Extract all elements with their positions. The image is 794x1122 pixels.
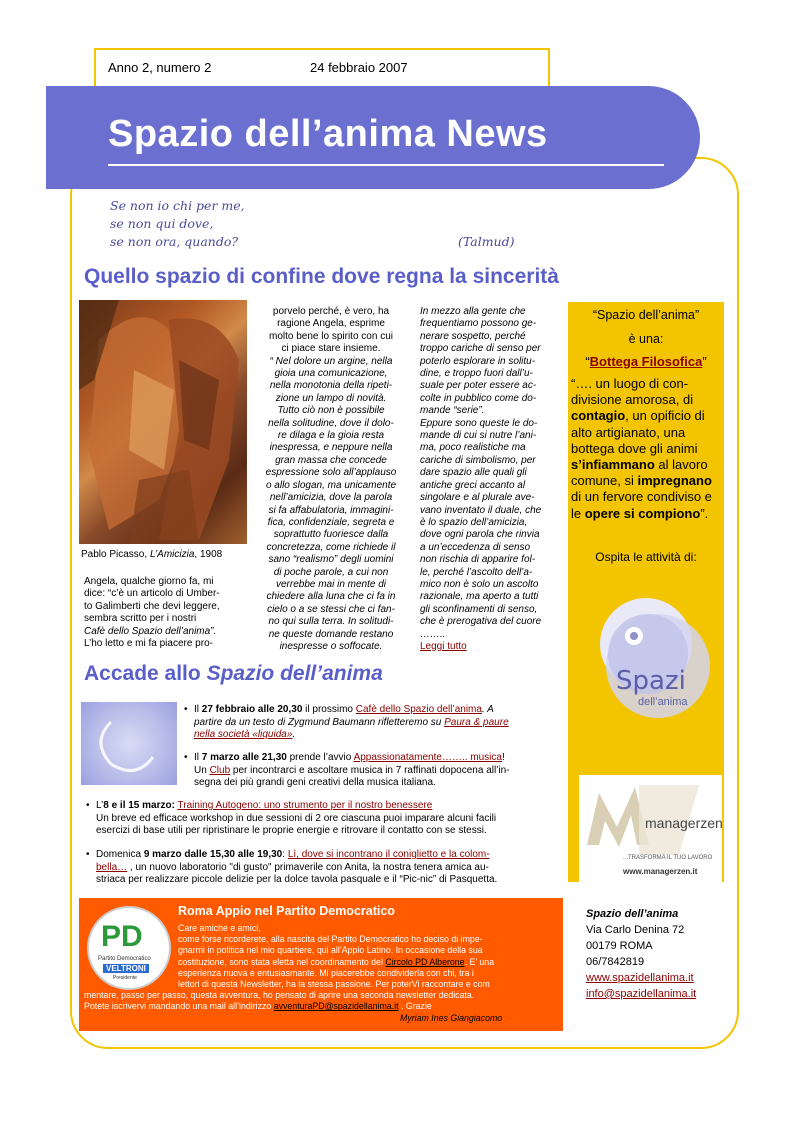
issue-date: 24 febbraio 2007 [310, 60, 408, 75]
painting-image [79, 300, 247, 544]
contact-phone: 06/7842819 [586, 956, 645, 968]
events-heading: Accade allo Spazio dell’anima [84, 662, 383, 685]
title-rule [108, 164, 664, 166]
painting-figures [79, 300, 247, 544]
contact-block [586, 906, 696, 1002]
spazi-logo-sub: dell’anima [638, 696, 688, 708]
event-2: • Il 7 marzo alle 21,30 prende l’avvio Appassionatamente…….. musica! Un Club per incontrarci e ascoltare musica in 7 raffinati dopocena all’in- segna dei più grandi geni creativi della musica italiana. [184, 752, 510, 788]
event-1: • Il 27 febbraio alle 20,30 il prossimo Cafè dello Spazio dell’anima. A partire da un testo di Zygmund Baumann rifletteremo su Paura & paure nella società «liquida». [184, 704, 509, 740]
managerzen-tag: ...TRASFORMA IL TUO LAVORO [623, 855, 713, 861]
read-more-link[interactable]: Leggi tutto [420, 640, 467, 652]
pd-logo-sub: Partito Democratico [98, 956, 151, 962]
event-4-link[interactable]: Lì, dove si incontrano il coniglietto e la colom- [287, 849, 490, 860]
event-4-link-2[interactable]: bella… [96, 861, 128, 873]
sidebar-hosts: Ospita le attività di: [595, 550, 697, 564]
event-3-link[interactable]: Training Autogeno: uno strumento per il nostro benessere [177, 800, 433, 811]
contact-name: Spazio dell’anima [586, 908, 679, 920]
event-1-topic-link[interactable]: Paura & paure [444, 716, 509, 728]
event-2-club-link[interactable]: Club [209, 764, 231, 776]
contact-web-link[interactable]: www.spazidellanima.it [586, 972, 694, 984]
article-heading: Quello spazio di confine dove regna la sincerità [84, 265, 559, 288]
article-column-2: porvelo perché, è vero, ha ragione Angela, esprime molto bene lo spirito con cui ci piace stare insieme. “ Nel dolore un argine, nella gioia una comunicazione, nella monotonia della ripeti- zione un lampo di novità. Tutto ciò non è possibile nella solitudine, dove il dolo- re dilaga e la gioia resta inespressa, e neppure nella gran massa che concede espressione solo all’applauso o allo slogan, ma unicamente nell’amicizia, dove la parola si fa affabulatoria, immagini- fica, confidenziale, segreta e soprattutto fuoriesce dalla concretezza, come richiede il sano “realismo” degli uomini di poche parole, a cui non verrebbe mai in mente di chiedere alla luna che ci fa in cielo o a se stessi che ci fan- no qui sulla terra. In solitudi- ne queste domande restano inespresse o soffocate. [265, 306, 397, 652]
bottega-link[interactable]: Bottega Filosofica [589, 354, 703, 369]
event-1-topic-link-2[interactable]: nella società «liquida» [194, 729, 293, 740]
pd-signature: Myriam Ines Giangiacomo [400, 1013, 503, 1023]
article-column-1: Angela, qualche giorno fa, mi dice: “c’è un articolo di Umber- to Galimberti che devi leggere, sembra scritto per i nostri Cafè dello Spazio dell’anima”. L’ho letto e mi fa piacere pro- [84, 576, 220, 650]
pd-text: Care amiche e amici, come forse ricorderete, alla nascita del Partito Democratico ho deciso di impe- gnarmi in politica nel mio quartiere, qui all’Appio Latino. In occasione della sua costituzione, sono stata eletta nel coordinamento del Circolo PD Alberone. E’ una esperienza nuova e entusiasmante. Mi piacerebbe condividerla con chi, tra i lettori di questa Newsletter, ha la stessa passione. Per poterVi raccontare e com mentare, passo per passo, questa avventura, ho pensato di aprire una seconda newsletter dedicata. Potete iscrivervi mandando una mail all’indirizzo avventuraPD@spazidellanima.it . Grazie [84, 923, 495, 1012]
spazi-dellanima-logo [586, 596, 716, 726]
contact-street: Via Carlo Denina 72 [586, 924, 685, 936]
quote-line-2: se non qui dove, [110, 216, 214, 231]
issue-number: Anno 2, numero 2 [108, 60, 212, 75]
pd-title: Roma Appio nel Partito Democratico [178, 904, 395, 918]
managerzen-logo [579, 775, 722, 882]
pd-logo-presidente: Presidente [113, 975, 137, 981]
sidebar-description: “…. un luogo di con-divisione amorosa, di contagio, un opificio di alto artigianato, una bottega dove gli animi s’infiammano al lavoro comune, si impregnano di un fervore condiviso e le opere si compiono”. [571, 376, 712, 521]
events-image-swirl [81, 702, 177, 785]
managerzen-brand: managerzen [645, 815, 723, 831]
event-1-link[interactable]: Cafè dello Spazio dell’anima [355, 704, 482, 715]
sidebar-name: “Spazio dell’anima” [592, 308, 700, 322]
painting-caption: Pablo Picasso, L’Amicizia, 1908 [81, 549, 223, 560]
sidebar-is: è una: [628, 332, 664, 346]
contact-city: 00179 ROMA [586, 940, 653, 952]
newsletter-title: Spazio dell’anima News [108, 113, 548, 155]
event-2-link[interactable]: Appassionatamente…….. musica [353, 752, 502, 763]
pd-email-link[interactable]: avventuraPD@spazidellanima.it [273, 1001, 399, 1012]
event-3: • L’8 e il 15 marzo: Training Autogeno: uno strumento per il nostro benessere Un breve ed efficace workshop in due sessioni di 2 ore ciascuna puoi imparare alcuni facili esercizi di base utili per ripristinare le proprie energie e ritrovare il contatto con se stessi. [86, 800, 497, 836]
pd-circolo-link[interactable]: Circolo PD Alberone [385, 956, 465, 967]
quote-source: (Talmud) [458, 234, 515, 249]
events-image [81, 702, 177, 785]
quote-line-1: Se non io chi per me, [110, 198, 245, 213]
spazi-logo-word: Spazi [616, 666, 686, 696]
contact-email-link[interactable]: info@spazidellanima.it [586, 988, 697, 1000]
managerzen-url: www.managerzen.it [623, 867, 698, 876]
sidebar-bottega: “Bottega Filosofica” [585, 354, 707, 369]
pd-logo-veltroni: VELTRONI [103, 964, 149, 973]
pd-logo-text: PD [101, 920, 143, 953]
quote-line-3: se non ora, quando? [110, 234, 239, 249]
article-column-3: In mezzo alla gente che frequentiamo possono ge- nerare sospetto, perché troppo cariche di senso per poterlo esplorare in solitu- dine, e troppo fuori dall’u- suale per poter essere ac- colte in pubblico come do- mande “serie”. Eppure sono queste le do- mande di cui si nutre l’ani- ma, poco realistiche ma cariche di simbolismo, per dare spazio alle quali gli antiche greci accanto al singolare e al plurale ave- vano inventato il duale, che è lo spazio dell’amicizia, dove ogni parola che rinvia a un’eccedenza di senso non rischia di apparire fol- le, perché l’ascolto dell’a- mico non è solo un ascolto razionale, ma aperto a tutti gli sconfinamenti di senso, che è prerogativa del cuore …….. Leggi tutto [420, 306, 542, 652]
event-4: • Domenica 9 marzo dalle 15,30 alle 19,30: Lì, dove si incontrano il coniglietto e la colom- bella… , un nuovo laboratorio "di gusto" primaverile con Anita, la nostra tenera amica au- striaca per realizzare piccole delizie per la dolce tavola pasquale e il “Pic-nic” di Pasquetta. [86, 849, 498, 885]
